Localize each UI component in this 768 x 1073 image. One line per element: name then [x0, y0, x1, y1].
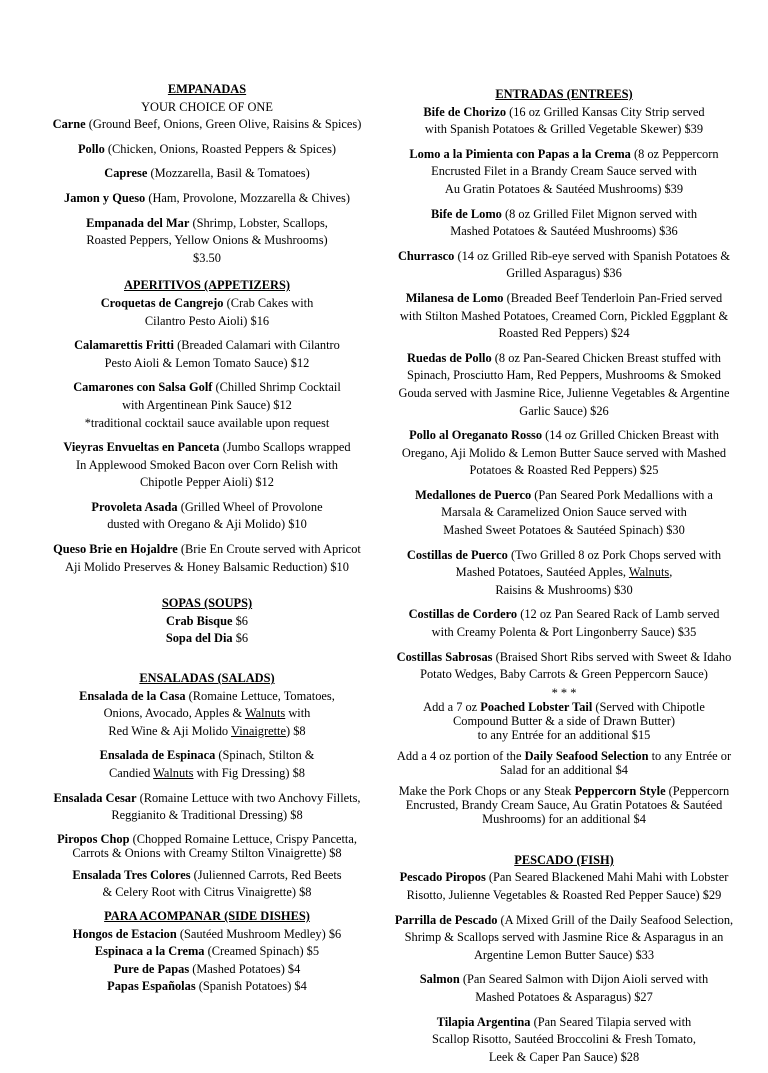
section-heading-empanadas: EMPANADAS	[167, 82, 247, 96]
item-desc: (Jumbo Scallops wrapped	[219, 440, 351, 455]
item-desc: Potatoes & Roasted Red Peppers) $25	[469, 463, 659, 478]
menu-item	[40, 630, 374, 648]
section-heading-aperitivos: APERITIVOS (APPETIZERS)	[123, 278, 291, 293]
menu-item	[40, 832, 374, 860]
item-desc: Vinaigrette	[231, 723, 286, 738]
item-desc: (Julienned Carrots, Red Beets	[190, 867, 342, 882]
menu-item	[386, 146, 742, 199]
item-desc: ) $8	[286, 723, 306, 738]
item-name: Empanada del Mar	[86, 215, 190, 230]
item-desc: with Fig Dressing) $8	[193, 766, 305, 780]
item-name: Piropos Chop	[57, 831, 130, 846]
menu-item	[40, 926, 374, 944]
menu-item	[386, 606, 742, 641]
item-desc: Risotto, Julienne Vegetables & Roasted Red Pepper Sauce) $29	[406, 888, 722, 902]
item-name: Pollo al Oreganato Rosso	[409, 428, 543, 443]
section-heading-sopas: SOPAS (SOUPS)	[161, 596, 253, 611]
item-desc: Marsala & Caramelized Onion Sauce served with	[441, 505, 687, 520]
item-desc: (Mozzarella, Basil & Tomatoes)	[147, 166, 310, 181]
item-desc: with Argentinean Pink Sauce) $12	[122, 397, 292, 412]
item-desc: (16 oz Grilled Kansas City Strip served	[506, 104, 705, 119]
item-desc: (Pan Seared Salmon with Dijon Aioli served with	[459, 972, 709, 987]
item-desc: (Crab Cakes with	[223, 295, 314, 310]
item-desc: Cilantro Pesto Aioli) $16	[144, 313, 270, 328]
item-name: Ensalada de la Casa	[79, 688, 186, 703]
menu-item	[386, 971, 742, 1006]
item-desc: Scallop Risotto, Sautéed Broccolini & Fresh Tomato,	[432, 1032, 696, 1047]
item-desc: (Chicken, Onions, Roasted Peppers & Spices)	[104, 141, 337, 156]
menu-item	[40, 141, 374, 159]
item-desc: Red Wine & Aji Molido	[108, 723, 231, 738]
item-desc: (Breaded Calamari with Cilantro	[174, 338, 340, 353]
item-name: Carne	[52, 117, 86, 132]
item-desc: (Pan Seared Pork Medallions with a	[531, 487, 713, 502]
addon-text: Salad for an additional $4	[499, 762, 628, 777]
item-name: Croquetas de Cangrejo	[100, 295, 224, 310]
item-name: Caprese	[104, 166, 148, 181]
item-name: Milanesa de Lomo	[405, 290, 504, 305]
item-desc: (12 oz Pan Seared Rack of Lamb served	[517, 607, 720, 622]
menu-item	[386, 248, 742, 283]
addon-text: Add a 7 oz	[423, 699, 481, 714]
item-desc: Mashed Potatoes & Sautéed Mushrooms) $36	[450, 224, 678, 239]
item-name: Salmon	[419, 972, 460, 987]
menu-item	[386, 290, 742, 343]
item-desc: Shrimp & Scallops served with Jasmine Rice & Asparagus in an	[404, 930, 724, 945]
item-desc: (Mashed Potatoes) $4	[189, 961, 301, 976]
item-desc: Spinach, Prosciutto Ham, Red Peppers, Mushrooms & Smoked	[407, 368, 721, 383]
item-name: Costillas Sabrosas	[396, 649, 493, 664]
item-name: Sopa del Dia	[165, 631, 233, 646]
item-desc: Roasted Peppers, Yellow Onions & Mushrooms)	[86, 233, 328, 248]
item-desc: (A Mixed Grill of the Daily Seafood Selection,	[497, 912, 734, 927]
item-name: Ruedas de Pollo	[407, 350, 492, 365]
menu-item	[40, 541, 374, 576]
item-desc: Mashed Sweet Potatoes & Sautéed Spinach) $30	[443, 523, 685, 538]
item-name: Calamarettis Fritti	[74, 338, 175, 353]
item-desc: (Spinach, Stilton &	[215, 748, 315, 763]
menu-item	[40, 613, 374, 631]
item-name: Papas Españolas	[107, 979, 196, 994]
item-desc: Walnuts	[628, 565, 670, 580]
item-name: Costillas de Cordero	[408, 607, 518, 622]
addon-text: (Served with Chipotle	[592, 699, 705, 714]
item-desc: Leek & Caper Pan Sauce) $28	[488, 1049, 640, 1064]
item-name: Bife de Chorizo	[423, 104, 507, 119]
item-desc: Aji Molido Preserves & Honey Balsamic Reduction) $10	[65, 559, 349, 574]
item-name: Crab Bisque	[166, 613, 233, 628]
item-name: Costillas de Puerco	[406, 547, 508, 562]
menu-item	[386, 350, 742, 420]
item-desc: (Spanish Potatoes) $4	[195, 979, 307, 994]
item-name: Pescado Piropos	[399, 870, 486, 885]
item-desc: with Creamy Polenta & Port Lingonberry Sauce) $35	[431, 625, 697, 640]
item-name: Queso Brie en Hojaldre	[53, 542, 178, 557]
item-desc: Au Gratin Potatoes & Sautéed Mushrooms) $39	[444, 181, 684, 196]
menu-item	[386, 206, 742, 241]
item-desc: (Shrimp, Lobster, Scallops,	[189, 215, 328, 230]
item-desc: (8 oz Grilled Filet Mignon served with	[501, 206, 698, 221]
menu-item	[40, 337, 374, 372]
item-name: Hongos de Estacion	[72, 926, 177, 941]
item-desc: Encrusted Filet in a Brandy Cream Sauce served with	[431, 164, 697, 179]
section-heading-entradas: ENTRADAS (ENTREES)	[495, 87, 633, 101]
addon-name: Poached Lobster Tail	[480, 699, 593, 714]
item-desc: dusted with Oregano & Aji Molido) $10	[107, 517, 307, 532]
menu-item	[386, 487, 742, 540]
section-heading-ensaladas: ENSALADAS (SALADS)	[139, 671, 275, 686]
item-name: Ensalada de Espinaca	[99, 748, 216, 763]
menu-item	[40, 379, 374, 432]
item-desc: Pesto Aioli & Lemon Tomato Sauce) $12	[104, 355, 310, 370]
item-desc: (Romaine Lettuce, Tomatoes,	[185, 688, 335, 703]
item-desc: (Creamed Spinach) $5	[204, 944, 320, 959]
item-desc: (Breaded Beef Tenderloin Pan-Fried served	[503, 290, 723, 305]
addon-text: to any Entrée or	[648, 748, 732, 763]
addon-text: Make the Pork Chops or any Steak	[398, 783, 575, 798]
item-name: Ensalada Tres Colores	[72, 867, 191, 882]
item-name: Jamon y Queso	[64, 190, 146, 205]
addon-item	[386, 784, 742, 826]
item-name: Vieyras Envueltas en Panceta	[63, 440, 220, 455]
menu-item	[40, 790, 374, 825]
item-desc: Raisins & Mushrooms) $30	[495, 582, 633, 597]
addon-name: Peppercorn Style	[574, 783, 666, 798]
left-column	[40, 0, 374, 996]
menu-item	[40, 165, 374, 183]
item-desc: (Ham, Provolone, Mozzarella & Chives)	[145, 190, 350, 205]
menu-item	[386, 649, 742, 684]
item-desc: Garlic Sauce) $26	[519, 403, 609, 418]
separator: * * *	[551, 685, 577, 700]
menu-item	[40, 688, 374, 741]
item-name: Medallones de Puerco	[415, 487, 532, 502]
addon-text: Compound Butter & a side of Drawn Butter)	[453, 713, 675, 728]
menu-item	[386, 547, 742, 600]
item-desc: Candied	[108, 766, 154, 780]
menu-item	[386, 869, 742, 904]
item-desc: Argentine Lemon Butter Sauce) $33	[473, 947, 655, 962]
menu-item	[40, 978, 374, 996]
item-desc: (8 oz Pan-Seared Chicken Breast stuffed with	[491, 350, 721, 365]
menu-item	[40, 116, 374, 134]
item-desc: (Grilled Wheel of Provolone	[177, 499, 323, 514]
addon-text: to any Entrée for an additional $15	[477, 727, 651, 742]
item-name: Provoleta Asada	[91, 499, 178, 514]
menu-item	[40, 215, 374, 268]
item-desc: (Braised Short Ribs served with Sweet & Idaho	[492, 649, 732, 664]
item-desc: (Brie En Croute served with Apricot	[177, 542, 361, 557]
item-desc: Potato Wedges, Baby Carrots & Green Peppercorn Sauce)	[420, 667, 708, 682]
item-name: Pure de Papas	[113, 961, 190, 976]
item-desc: (Pan Seared Blackened Mahi Mahi with Lobster	[485, 870, 729, 885]
item-desc: (Romaine Lettuce with two Anchovy Fillets,	[136, 790, 361, 805]
item-name: Pollo	[77, 141, 105, 156]
item-desc: $6	[232, 631, 249, 646]
menu-item	[40, 295, 374, 330]
item-name: Parrilla de Pescado	[394, 912, 498, 927]
item-desc: (14 oz Grilled Chicken Breast with	[542, 428, 719, 443]
item-desc: (14 oz Grilled Rib-eye served with Spanish Potatoes &	[454, 248, 731, 263]
item-name: Tilapia Argentina	[436, 1014, 531, 1029]
item-desc: (Pan Seared Tilapia served with	[530, 1014, 692, 1029]
item-desc: Onions, Avocado, Apples &	[103, 706, 245, 721]
menu-item	[386, 1014, 742, 1067]
item-desc: In Applewood Smoked Bacon over Corn Relish with	[76, 457, 338, 472]
menu-item	[40, 499, 374, 534]
addon-text: Mushrooms) for an additional $4	[482, 811, 646, 826]
addon-text: Add a 4 oz portion of the	[396, 748, 525, 763]
item-desc: & Celery Root with Citrus Vinaigrette) $8	[102, 885, 312, 900]
item-desc: with Stilton Mashed Potatoes, Creamed Corn, Pickled Eggplant &	[399, 308, 729, 323]
menu-item	[40, 867, 374, 902]
menu-item	[386, 104, 742, 139]
item-desc: Gouda served with Jasmine Rice, Julienne Vegetables & Argentine	[398, 385, 730, 400]
item-desc: Walnuts	[153, 766, 194, 780]
item-desc: Carrots & Onions with Creamy Stilton Vinaigrette) $8	[72, 845, 342, 860]
menu-item	[40, 190, 374, 208]
menu-item	[40, 747, 374, 782]
menu-item	[40, 439, 374, 492]
addon-item	[386, 749, 742, 777]
section-heading-acompanar: PARA ACOMPANAR (SIDE DISHES)	[104, 908, 310, 923]
item-price: $3.50	[193, 250, 221, 265]
addon-text: (Peppercorn	[665, 783, 730, 798]
item-desc: Reggianito & Traditional Dressing) $8	[111, 808, 303, 823]
item-desc: Chipotle Pepper Aioli) $12	[140, 475, 274, 490]
item-desc: $6	[232, 613, 248, 628]
item-name: Churrasco	[397, 248, 455, 263]
item-name: Bife de Lomo	[430, 206, 502, 221]
menu-item	[386, 912, 742, 965]
item-name: Ensalada Cesar	[53, 790, 137, 805]
item-desc: (Chilled Shrimp Cocktail	[212, 380, 341, 395]
section-heading-pescado: PESCADO (FISH)	[514, 852, 614, 867]
item-desc: with Spanish Potatoes & Grilled Vegetable Skewer) $39	[424, 122, 704, 137]
item-desc: Mashed Potatoes & Asparagus) $27	[475, 989, 653, 1004]
menu-item	[40, 943, 374, 961]
item-name: Camarones con Salsa Golf	[73, 380, 213, 395]
item-desc: with	[285, 706, 311, 721]
menu-item	[40, 961, 374, 979]
addon-item	[386, 700, 742, 742]
item-desc: Mashed Potatoes, Sautéed Apples,	[455, 565, 629, 580]
item-note: *traditional cocktail sauce available upon request	[84, 415, 330, 430]
menu-item	[386, 427, 742, 480]
addon-text: Encrusted, Brandy Cream Sauce, Au Gratin Potatoes & Sautéed	[405, 797, 723, 812]
right-column	[386, 0, 742, 1073]
item-desc: (Chopped Romaine Lettuce, Crispy Pancetta,	[129, 831, 357, 846]
item-desc: (Sautéed Mushroom Medley) $6	[176, 926, 342, 941]
item-name: Espinaca a la Crema	[94, 944, 205, 959]
item-name: Lomo a la Pimienta con Papas a la Crema	[409, 146, 631, 161]
item-desc: Roasted Red Peppers) $24	[498, 326, 630, 341]
item-desc: Grilled Asparagus) $36	[506, 266, 622, 281]
item-desc: ,	[669, 565, 673, 580]
item-desc: (8 oz Peppercorn	[630, 146, 719, 161]
item-desc: Oregano, Aji Molido & Lemon Butter Sauce served with Mashed	[401, 445, 727, 460]
item-desc: Walnuts	[244, 706, 286, 721]
item-desc: (Two Grilled 8 oz Pork Chops served with	[507, 547, 722, 562]
empanadas-subheading: YOUR CHOICE OF ONE	[141, 99, 273, 114]
addon-name: Daily Seafood Selection	[524, 748, 649, 763]
item-desc: (Ground Beef, Onions, Green Olive, Raisins & Spices)	[85, 117, 362, 132]
